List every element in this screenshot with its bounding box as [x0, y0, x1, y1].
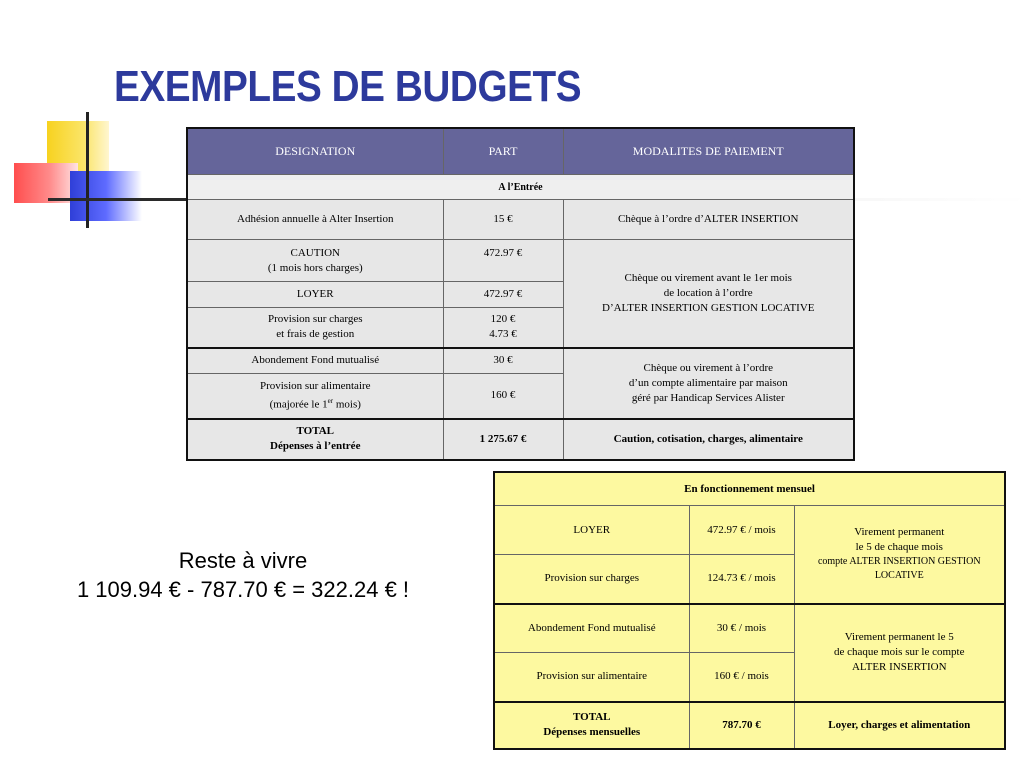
header-designation: DESIGNATION: [187, 128, 443, 175]
cell-part: 472.97 €: [443, 282, 563, 308]
cell-total-part: 787.70 €: [689, 702, 794, 749]
cell-designation: Adhésion annuelle à Alter Insertion: [187, 200, 443, 240]
cell-part: 160 €: [443, 374, 563, 419]
reste-calculation: 1 109.94 € - 787.70 € = 322.24 € !: [76, 577, 410, 602]
logo-blue-square: [70, 171, 142, 221]
cell-part: 124.73 € / mois: [689, 555, 794, 604]
cell-designation: Provision sur alimentaire: [494, 653, 689, 702]
cell-designation: Provision sur charges: [494, 555, 689, 604]
cell-part: 30 €: [443, 348, 563, 374]
header-part: PART: [443, 128, 563, 175]
cell-designation: Abondement Fond mutualisé: [187, 348, 443, 374]
table-row: [494, 506, 1005, 555]
logo-vertical-line: [86, 112, 89, 228]
cell-part: 160 € / mois: [689, 653, 794, 702]
section-label: A l’Entrée: [187, 175, 854, 200]
logo-red-square: [14, 163, 78, 203]
cell-designation: Provision sur alimentaire (majorée le 1er mois): [187, 374, 443, 419]
budget-entry-table: [186, 127, 855, 461]
reste-label: Reste à vivre: [178, 548, 308, 573]
cell-modalite: Chèque à l’ordre d’ALTER INSERTION: [563, 200, 854, 240]
budget-monthly-table: [493, 471, 1006, 750]
cell-designation: LOYER: [187, 282, 443, 308]
table-row: [187, 348, 854, 374]
cell-total-label: TOTAL Dépenses mensuelles: [494, 702, 689, 749]
cell-part: 15 €: [443, 200, 563, 240]
cell-modalite-group: Virement permanent le 5 de chaque mois sur le compte ALTER INSERTION: [794, 604, 1005, 702]
table-header-row: [494, 472, 1005, 506]
total-row: [187, 419, 854, 460]
cell-designation: LOYER: [494, 506, 689, 555]
table-row: [494, 604, 1005, 653]
cell-total-part: 1 275.67 €: [443, 419, 563, 460]
cell-designation: Provision sur charges et frais de gestion: [187, 308, 443, 348]
table-header-row: [187, 128, 854, 175]
table-row: [187, 200, 854, 240]
cell-part: 472.97 € / mois: [689, 506, 794, 555]
cell-modalite-group: Chèque ou virement à l’ordre d’un compte alimentaire par maison géré par Handicap Services Alister: [563, 348, 854, 419]
cell-designation: CAUTION (1 mois hors charges): [187, 240, 443, 282]
cell-modalite-group: Chèque ou virement avant le 1er mois de location à l’ordre D’ALTER INSERTION GESTION LOCATIVE: [563, 240, 854, 348]
total-row: [494, 702, 1005, 749]
cell-total-label: TOTAL Dépenses à l’entrée: [187, 419, 443, 460]
cell-designation: Abondement Fond mutualisé: [494, 604, 689, 653]
header-modalites: MODALITES DE PAIEMENT: [563, 128, 854, 175]
cell-total-modalite: Loyer, charges et alimentation: [794, 702, 1005, 749]
cell-part: 120 € 4.73 €: [443, 308, 563, 348]
slide-title: EXEMPLES DE BUDGETS: [114, 62, 582, 111]
cell-total-modalite: Caution, cotisation, charges, alimentaire: [563, 419, 854, 460]
cell-part: 30 € / mois: [689, 604, 794, 653]
cell-modalite-group: Virement permanent le 5 de chaque mois compte ALTER INSERTION GESTION LOCATIVE: [794, 506, 1005, 604]
reste-a-vivre: [0, 546, 486, 604]
header-monthly: En fonctionnement mensuel: [494, 472, 1005, 506]
cell-part: 472.97 €: [443, 240, 563, 282]
section-row: [187, 175, 854, 200]
table-row: [187, 240, 854, 282]
